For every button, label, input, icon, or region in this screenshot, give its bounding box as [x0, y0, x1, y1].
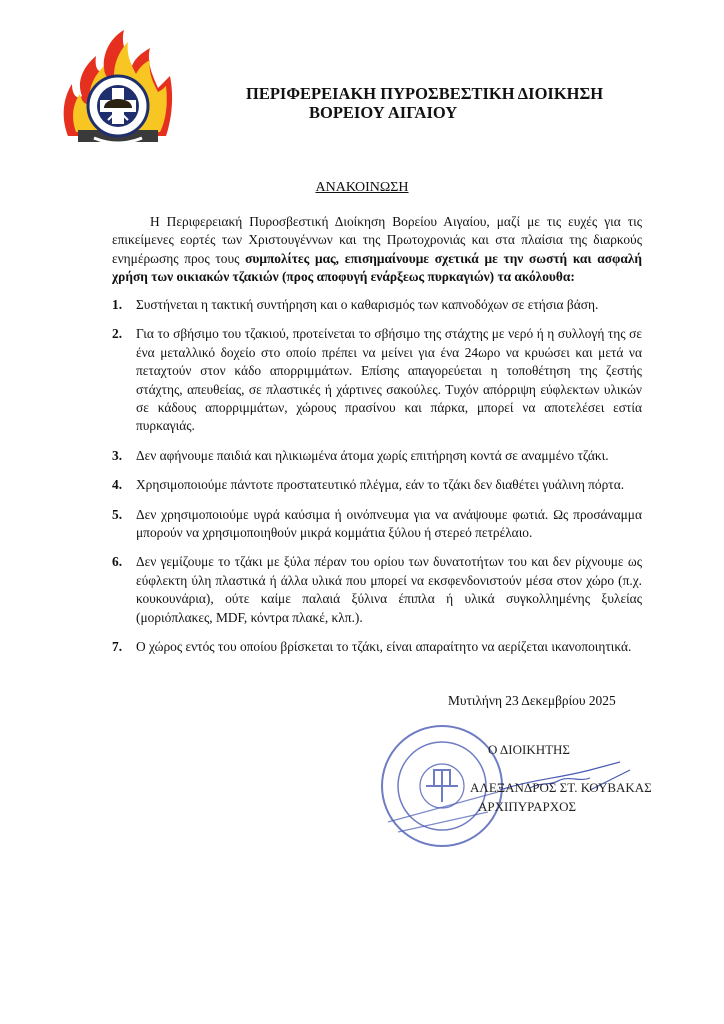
item-text: Δεν γεμίζουμε το τζάκι με ξύλα πέραν του ορίου των δυνατοτήτων του και δεν ρίχνουμε ως εύφλεκτη ύλη πλαστικά ή άλλα υλικά που μπορεί να εκσφενδονιστούν μέσα στον χώρο (π.χ. κουκουνάρια), ούτε καίμε παλαιά ξύλινα έπιπλα ή υλικά συγκολλημένης ξυλείας (μοριόπλακες, MDF, κόντρα πλακέ, κλπ.).	[136, 554, 642, 625]
org-name-line2: ΒΟΡΕΙΟΥ ΑΙΓΑΙΟΥ	[309, 103, 458, 122]
item-text: Δεν αφήνουμε παιδιά και ηλικιωμένα άτομα χωρίς επιτήρηση κοντά σε αναμμένο τζάκι.	[136, 447, 609, 463]
item-number: 3.	[112, 447, 123, 463]
list-item	[112, 476, 642, 494]
item-number: 6.	[112, 554, 123, 570]
intro-text: Η Περιφερειακή Πυροσβεστική Διοίκηση Βορείου Αιγαίου, μαζί με τις ευχές για τις επικείμενες εορτές των Χριστουγέννων και της Πρωτοχρονιάς και στα πλαίσια της διαρκούς ενημέρωσης προς τους	[112, 214, 642, 266]
org-name-line1: ΠΕΡΙΦΕΡΕΙΑΚΗ ΠΥΡΟΣΒΕΣΤΙΚΗ ΔΙΟΙΚΗΣΗ	[246, 84, 604, 103]
intro-bold-text: συμπολίτες μας, επισημαίνουμε σχετικά με την σωστή και ασφαλή χρήση των οικιακών τζακιών (προς αποφυγή ενάρξεως πυρκαγιών) τα ακόλουθα:	[112, 250, 643, 285]
item-number: 5.	[112, 506, 123, 522]
list-item	[112, 553, 642, 627]
signature-block	[440, 740, 652, 816]
signatory-rank: ΑΡΧΙΠΥΡΑΡΧΟΣ	[478, 799, 577, 814]
list-item	[112, 325, 642, 435]
list-item	[112, 447, 642, 465]
item-text: Χρησιμοποιούμε πάντοτε προστατευτικό πλέγμα, εάν το τζάκι δεν διαθέτει γυάλινη πόρτα.	[136, 477, 625, 493]
fire-service-emblem-icon	[58, 26, 176, 156]
list-item	[112, 506, 642, 543]
item-number: 7.	[112, 639, 123, 655]
list-item	[112, 296, 642, 314]
item-number: 4.	[112, 477, 123, 493]
signatory-role: Ο ΔΙΟΙΚΗΤΗΣ	[488, 742, 570, 757]
intro-paragraph	[112, 213, 642, 287]
advice-list	[112, 296, 642, 668]
item-number: 2.	[112, 326, 123, 342]
item-text: Ο χώρος εντός του οποίου βρίσκεται το τζάκι, είναι απαραίτητο να αερίζεται ικανοποιητικά.	[136, 639, 632, 655]
list-item	[112, 638, 642, 656]
signatory-name: ΑΛΕΞΑΝΔΡΟΣ ΣΤ. ΚΟΥΒΑΚΑΣ	[470, 780, 652, 795]
organization-header	[246, 84, 603, 122]
item-text: Συστήνεται η τακτική συντήρηση και ο καθαρισμός των καπνοδόχων σε ετήσια βάση.	[136, 297, 599, 312]
item-text: Δεν χρησιμοποιούμε υγρά καύσιμα ή οινόπνευμα για να ανάψουμε φωτιά. Ως προσάναμμα μπορούν να χρησιμοποιηθούν μικρά κομμάτια ξύλου ή στερεό πετρέλαιο.	[136, 506, 642, 541]
document-title: ΑΝΑΚΟΙΝΩΣΗ	[315, 180, 409, 195]
date-line: Μυτιλήνη 23 Δεκεμβρίου 2025	[448, 693, 616, 708]
item-text: Για το σβήσιμο του τζακιού, προτείνεται το σβήσιμο της στάχτης με νερό ή η συλλογή της σε ένα μεταλλικό δοχείο στο οποίο πρέπει να μείνει για ένα 24ωρο να κρυώσει και μετά να πεταχτούν στον κάδο απορριμμάτων. Επίσης απαγορεύεται η τοποθέτηση της ζεστής στάχτης, απευθείας, σε πλαστικές ή χάρτινες σακούλες. Τυχόν απόρριψη εύφλεκτων υλικών σε κάδους απορριμμάτων, χώρους πρασίνου και πάρκα, μπορεί να αποτελέσει εστία πυρκαγιάς.	[136, 326, 642, 434]
item-number: 1.	[112, 297, 123, 312]
